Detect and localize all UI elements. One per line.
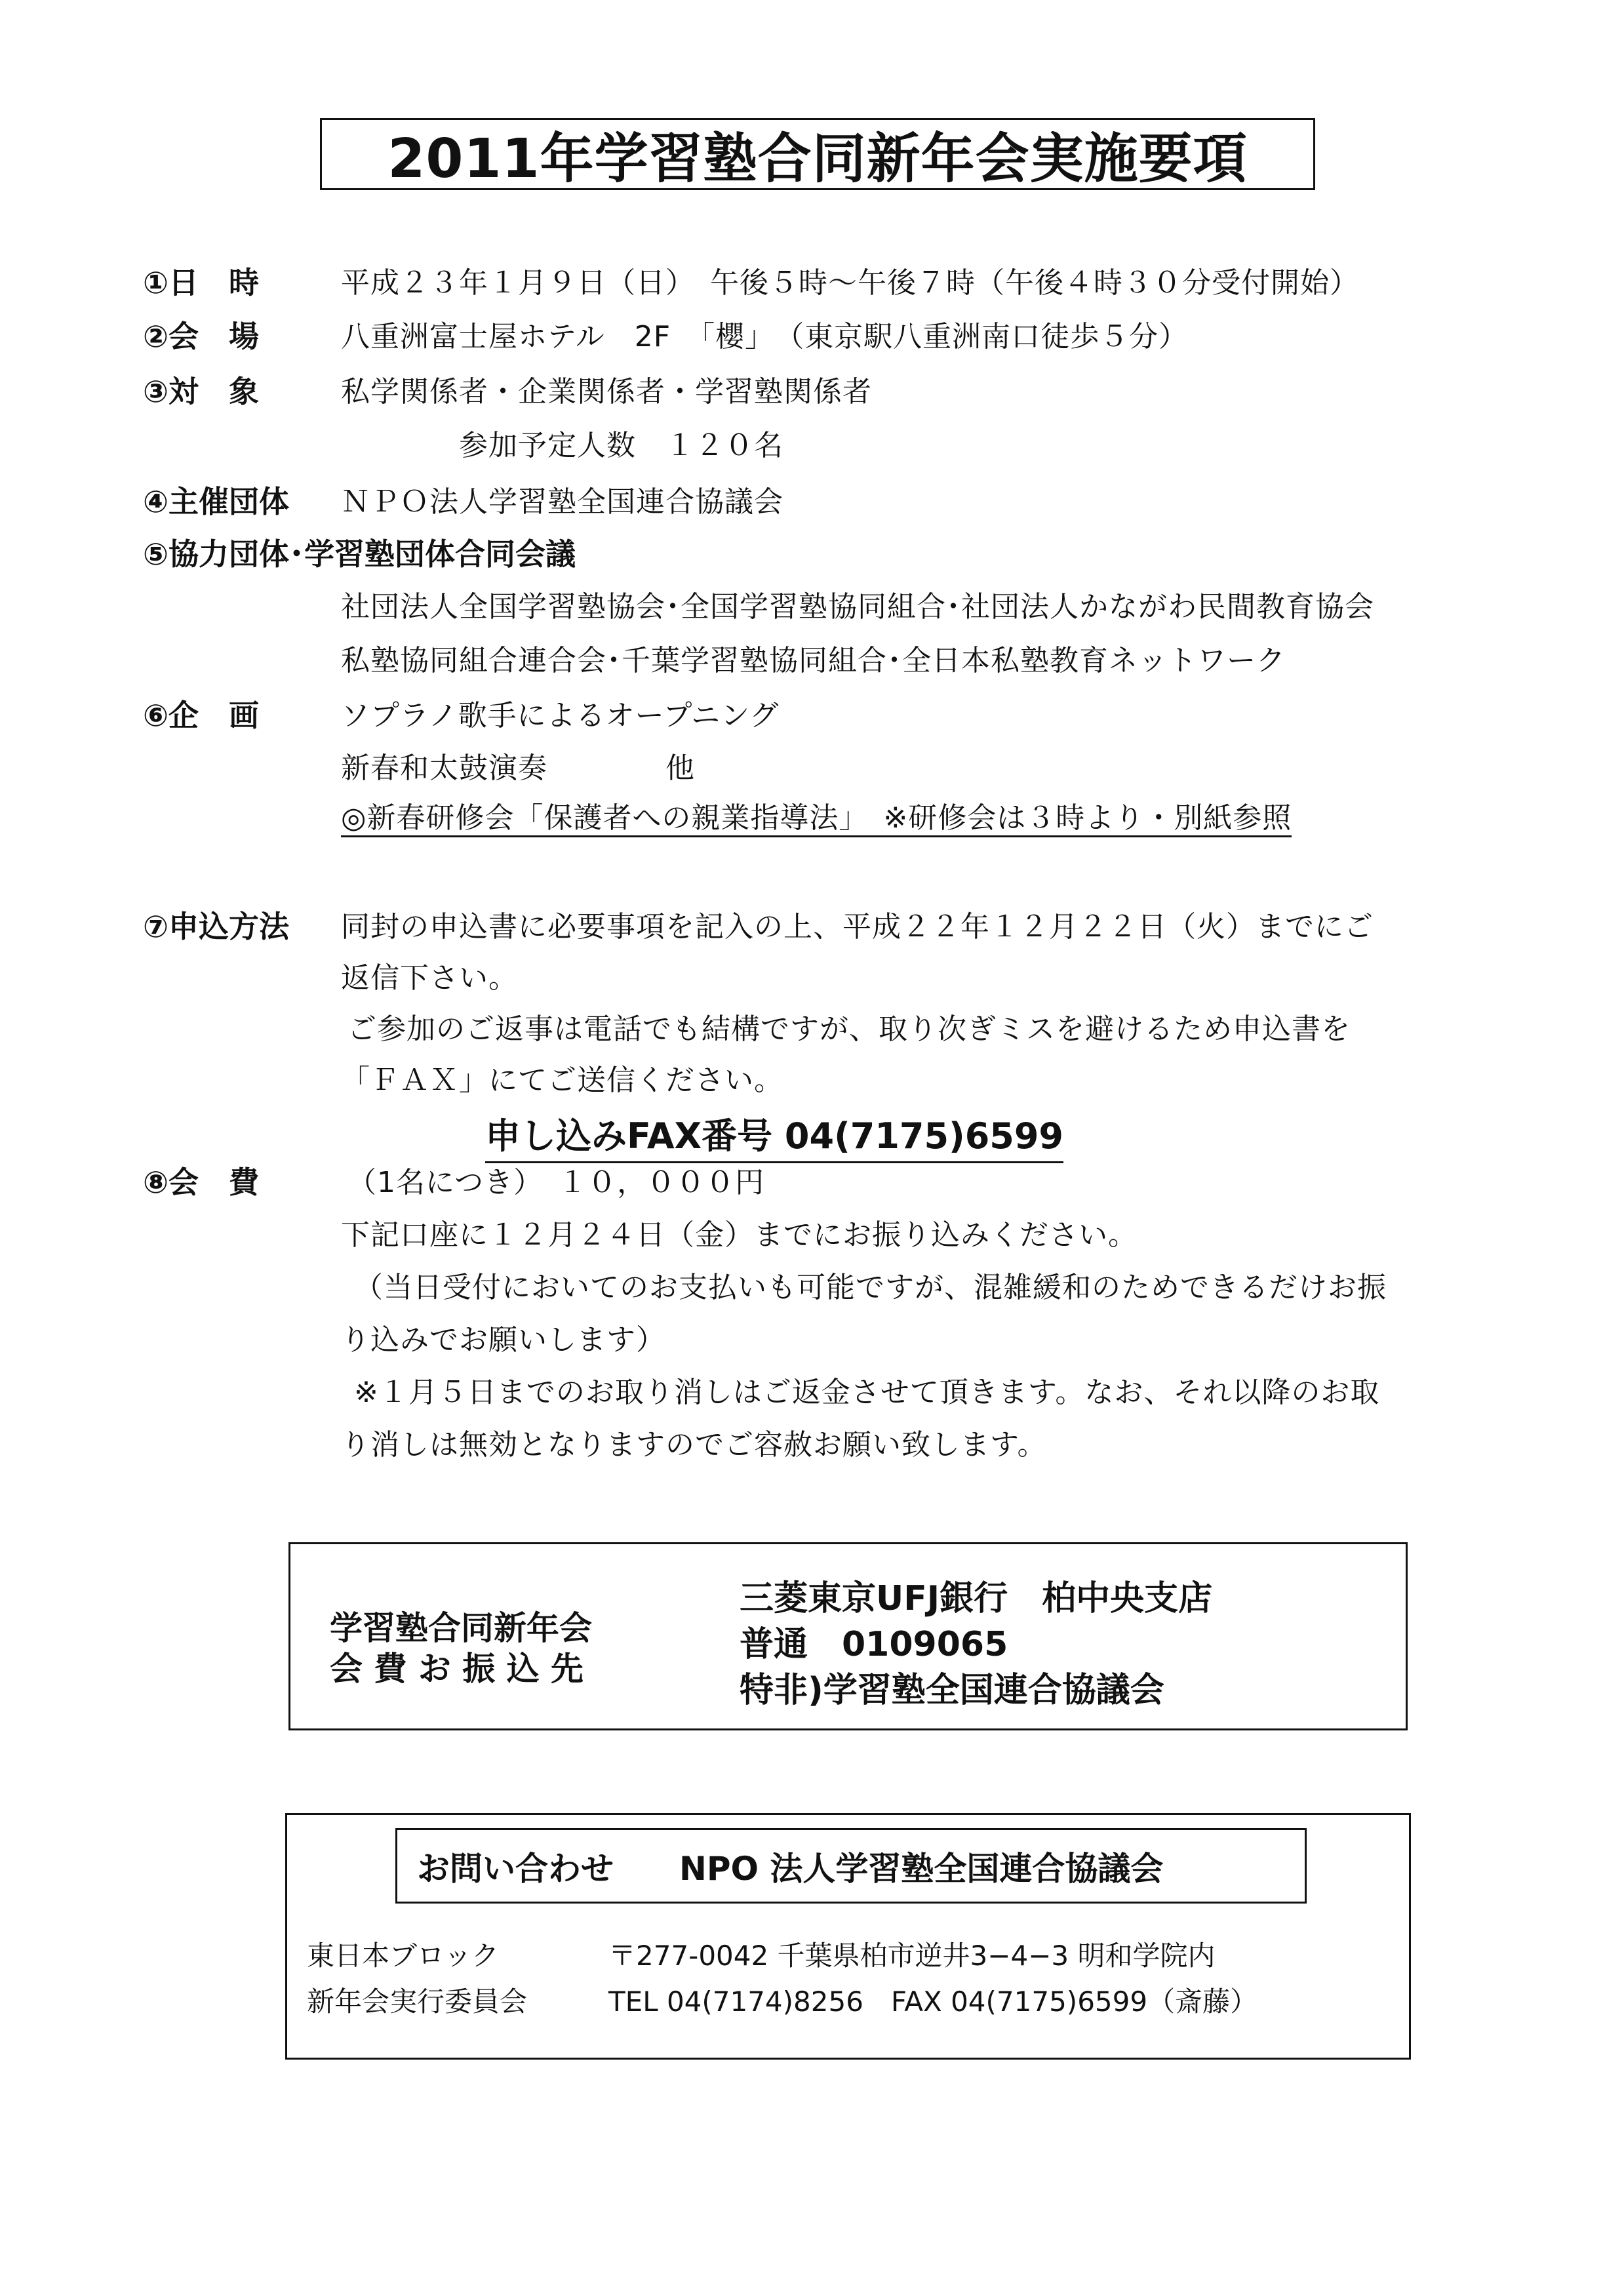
item-organizer-label: ④主催団体	[143, 484, 289, 519]
item-fee-line-5: ※１月５日までのお取り消しはご返金させて頂きます。なお、それ以降のお取	[354, 1376, 1380, 1409]
item-cooperation-line-1: 社団法人全国学習塾協会･全国学習塾協同組合･社団法人かながわ民間教育協会	[341, 590, 1374, 624]
item-date-label: ①日 時	[143, 265, 259, 300]
payment-bank: 三菱東京UFJ銀行 柏中央支店	[740, 1579, 1213, 1618]
item-cooperation-label: ⑤協力団体･学習塾団体合同会議	[143, 536, 576, 572]
payment-label-1: 学習塾合同新年会	[330, 1609, 592, 1647]
item-fee-line-2: 下記口座に１２月２４日（金）までにお振り込みください。	[341, 1218, 1138, 1252]
item-venue-label: ②会 場	[143, 319, 259, 354]
contact-org-2: 新年会実行委員会	[307, 1986, 528, 2018]
item-fee-line-1: （1名につき） １０，０００円	[347, 1166, 765, 1199]
title-box	[320, 118, 1315, 190]
item-fee-label: ⑧会 費	[143, 1165, 259, 1200]
item-plan-line-3: ◎新春研修会「保護者への親業指導法」 ※研修会は３時より・別紙参照	[341, 804, 1292, 837]
item-target-sub: 参加予定人数 １２０名	[459, 429, 783, 462]
contact-box	[285, 1813, 1411, 2060]
item-organizer-value: ＮＰＯ法人学習塾全国連合協議会	[341, 485, 783, 519]
item-plan-line-1: ソプラノ歌手によるオープニング	[341, 699, 780, 732]
fax-number: 申し込みFAX番号 04(7175)6599	[485, 1108, 1063, 1163]
item-apply-line-2: 返信下さい。	[341, 961, 518, 995]
contact-address: 〒277-0042 千葉県柏市逆井3−4−3 明和学院内	[608, 1940, 1216, 1972]
item-plan-line-2: 新春和太鼓演奏 他	[341, 751, 695, 785]
item-venue-value: 八重洲富士屋ホテル 2F 「櫻」 （東京駅八重洲南口徒歩５分）	[341, 320, 1189, 353]
item-fee-line-6: り消しは無効となりますのでご容赦お願い致します。	[341, 1428, 1047, 1462]
item-apply-line-1: 同封の申込書に必要事項を記入の上、平成２２年１２月２２日（火）までにご	[341, 910, 1374, 944]
payment-label-2: 会 費 お 振 込 先	[330, 1650, 584, 1688]
payment-box	[288, 1542, 1408, 1730]
item-target-value: 私学関係者・企業関係者・学習塾関係者	[341, 375, 872, 409]
payment-holder: 特非)学習塾全国連合協議会	[740, 1671, 1164, 1710]
contact-phones: TEL 04(7174)8256 FAX 04(7175)6599（斎藤）	[608, 1986, 1258, 2018]
contact-header: お問い合わせ NPO 法人学習塾全国連合協議会	[417, 1849, 1164, 1888]
item-fee-line-4: り込みでお願いします）	[341, 1323, 665, 1357]
document-title: 2011年学習塾合同新年会実施要項	[387, 127, 1248, 190]
item-apply-line-3: ご参加のご返事は電話でも結構ですが、取り次ぎミスを避けるため申込書を	[347, 1012, 1351, 1046]
item-plan-label: ⑥企 画	[143, 698, 259, 733]
item-target-label: ③対 象	[143, 374, 259, 409]
payment-account: 普通 0109065	[740, 1625, 1008, 1664]
item-apply-line-4: 「ＦＡＸ」にてご送信ください。	[341, 1064, 783, 1097]
item-apply-label: ⑦申込方法	[143, 909, 289, 944]
item-cooperation-line-2: 私塾協同組合連合会･千葉学習塾協同組合･全日本私塾教育ネットワーク	[341, 644, 1286, 677]
contact-header-box	[395, 1828, 1307, 1904]
item-date-value: 平成２３年１月９日（日） 午後５時～午後７時（午後４時３０分受付開始）	[341, 266, 1359, 300]
item-fee-line-3: （当日受付においてのお支払いも可能ですが、混雑緩和のためできるだけお振	[354, 1271, 1387, 1304]
contact-org-1: 東日本ブロック	[307, 1940, 500, 1972]
